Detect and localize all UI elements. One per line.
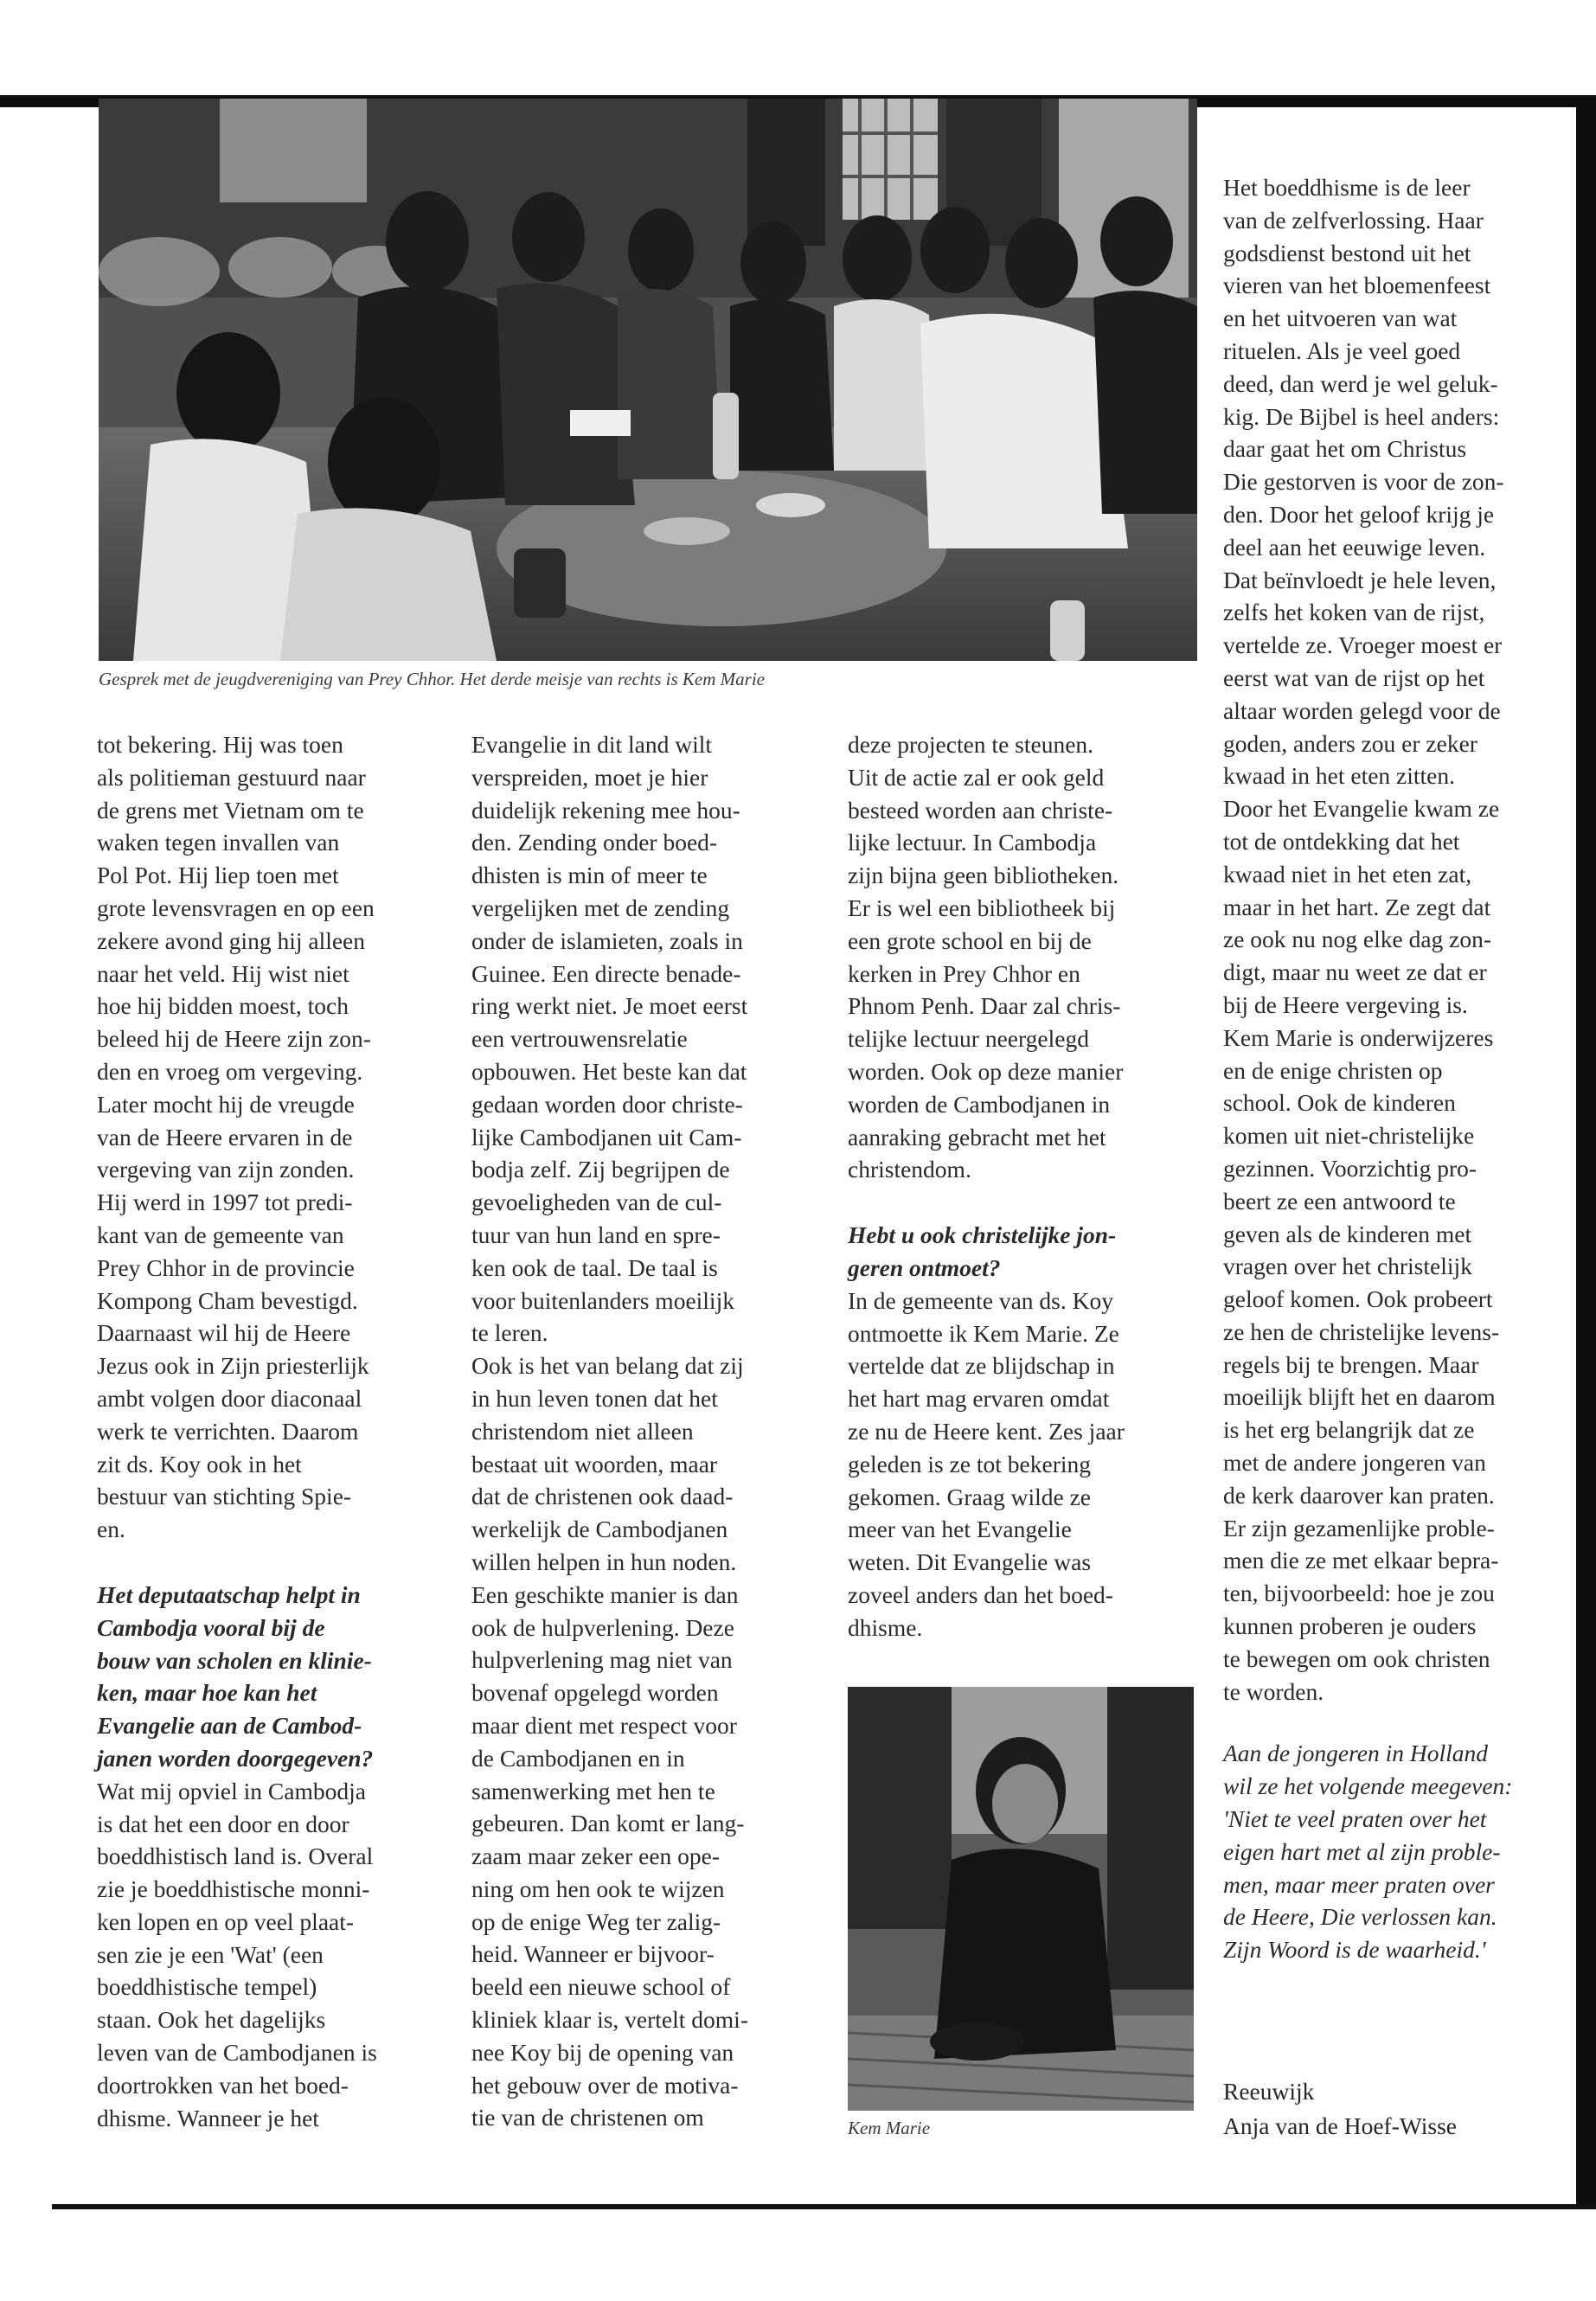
text-line: boeddhistisch land is. Overal — [97, 1843, 374, 1870]
col1-text — [97, 728, 443, 1546]
text-line: Guinee. Een directe benade- — [471, 959, 741, 987]
signature-place: Reeuwijk — [1223, 2078, 1315, 2105]
text-line: op de enige Weg ter zalig- — [471, 1907, 721, 1935]
main-photo-caption: Gesprek met de jeugdvereniging van Prey Chhor. Het derde meisje van rechts is Kem Marie — [99, 669, 765, 689]
text-line: verspreiden, moet je hier — [471, 763, 708, 791]
text-line: zelfs het koken van de rijst, — [1223, 599, 1485, 626]
text-line: hulpverlening mag niet van — [471, 1646, 733, 1674]
text-line: grote levensvragen en op een — [97, 894, 375, 921]
text-line: daar gaat het om Christus — [1223, 435, 1467, 463]
text-line: geleden is ze tot bekering — [848, 1450, 1092, 1477]
text-line: Uit de actie zal er ook geld — [848, 763, 1105, 791]
text-line: maar dient met respect voor — [471, 1711, 737, 1739]
text-line: kerken in Prey Chhor en — [848, 959, 1080, 987]
quote-line: men, maar meer praten over — [1223, 1870, 1495, 1898]
text-line: Later mocht hij de vreugde — [97, 1090, 355, 1118]
text-line: bestaat uit woorden, maar — [471, 1450, 718, 1477]
text-line: zekere avond ging hij alleen — [97, 926, 366, 954]
text-line: beert ze een antwoord te — [1223, 1187, 1456, 1215]
text-line: samenwerking met hen te — [471, 1777, 715, 1804]
text-line: meer van het Evangelie — [848, 1516, 1072, 1543]
text-line: telijke lectuur neergelegd — [848, 1025, 1089, 1053]
text-line: weten. Dit Evangelie was — [848, 1548, 1092, 1576]
text-line: heid. Wanneer er bijvoor- — [471, 1940, 715, 1968]
text-line: lijke Cambodjanen uit Cam- — [471, 1123, 742, 1150]
text-line: Een geschikte manier is dan — [471, 1580, 739, 1608]
youth-group-photo — [99, 99, 1197, 661]
quote-line: Zijn Woord is de waarheid.' — [1223, 1936, 1486, 1964]
text-line: den. Zending onder boed- — [471, 829, 718, 856]
column-2 — [471, 728, 817, 2134]
quote-line: 'Niet te veel praten over het — [1223, 1805, 1487, 1833]
text-line: kliniek klaar is, vertelt domi- — [471, 2006, 748, 2034]
text-line: hoe hij bidden moest, toch — [97, 992, 349, 1020]
signature — [1223, 2074, 1457, 2144]
text-line: worden de Cambodjanen in — [848, 1090, 1111, 1118]
text-line: deed, dan werd je wel geluk- — [1223, 369, 1498, 397]
question-line: Het deputaatschap helpt in — [97, 1580, 361, 1608]
text-line: Er zijn gezamenlijke proble- — [1223, 1514, 1495, 1541]
text-line: digt, maar nu weet ze dat er — [1223, 958, 1487, 986]
question-line: ken, maar hoe kan het — [97, 1679, 317, 1707]
text-line: bestuur van stichting Spie- — [97, 1483, 352, 1510]
text-line: Phnom Penh. Daar zal chris- — [848, 992, 1121, 1020]
text-line: kig. De Bijbel is heel anders: — [1223, 402, 1500, 430]
question-line: Evangelie aan de Cambod- — [97, 1712, 362, 1740]
text-line: Prey Chhor in de provincie — [97, 1253, 355, 1281]
text-line: beeld een nieuwe school of — [471, 1973, 731, 2001]
text-line: een grote school en bij de — [848, 926, 1092, 954]
text-line: voor buitenlanders moeilijk — [471, 1286, 734, 1314]
column-4 — [1223, 171, 1569, 1966]
text-line: den en vroeg om vergeving. — [97, 1057, 363, 1085]
text-line: boeddhistische tempel) — [97, 1973, 317, 2001]
text-line: Jezus ook in Zijn priesterlijk — [97, 1352, 369, 1380]
text-line: geven als de kinderen met — [1223, 1220, 1472, 1247]
text-line: gekomen. Graag wilde ze — [848, 1483, 1091, 1510]
text-line: werkelijk de Cambodjanen — [471, 1516, 728, 1543]
text-line: Ook is het van belang dat zij — [471, 1352, 744, 1380]
question-line: Cambodja vooral bij de — [97, 1613, 325, 1641]
text-line: duidelijk rekening mee hou- — [471, 796, 740, 824]
text-line: vertelde dat ze blijdschap in — [848, 1352, 1115, 1380]
text-line: besteed worden aan christe- — [848, 796, 1113, 824]
text-line: goden, anders zou er zeker — [1223, 729, 1477, 757]
kem-marie-caption: Kem Marie — [848, 2118, 931, 2138]
text-line: ning om hen ook te wijzen — [471, 1875, 725, 1902]
text-line: ontmoette ik Kem Marie. Ze — [848, 1319, 1119, 1347]
text-line: ook de hulpverlening. Deze — [471, 1613, 734, 1641]
text-line: den. Door het geloof krijg je — [1223, 500, 1495, 528]
text-line: de Cambodjanen en in — [471, 1744, 685, 1772]
text-line: zoveel anders dan het boed- — [848, 1580, 1113, 1608]
text-line: dhisme. — [848, 1613, 923, 1641]
text-line: Evangelie in dit land wilt — [471, 731, 712, 758]
text-line: Kem Marie is onderwijzeres — [1223, 1023, 1494, 1051]
text-line: kwaad in het eten zitten. — [1223, 762, 1456, 790]
kem-marie-photo — [848, 1687, 1194, 2111]
text-line: vergeving van zijn zonden. — [97, 1156, 355, 1183]
interview-question-1 — [97, 1579, 443, 1775]
text-line: vertelde ze. Vroeger moest er — [1223, 631, 1503, 659]
quote-line: de Heere, Die verlossen kan. — [1223, 1903, 1497, 1931]
text-line: maar in het hart. Ze zegt dat — [1223, 893, 1491, 920]
text-line: gezinnen. Voorzichtig pro- — [1223, 1154, 1477, 1182]
text-line: christendom. — [848, 1156, 971, 1183]
text-line: zie je boeddhistische monni- — [97, 1875, 370, 1903]
question-line: Hebt u ook christelijke jon- — [848, 1221, 1117, 1249]
text-line: Door het Evangelie kwam ze — [1223, 795, 1500, 823]
text-line: in hun leven tonen dat het — [471, 1384, 718, 1412]
text-line: tot bekering. Hij was toen — [97, 731, 343, 758]
text-line: Dat beïnvloedt je hele leven, — [1223, 566, 1497, 593]
text-line: is dat het een door en door — [97, 1810, 349, 1837]
text-line: waken tegen invallen van — [97, 829, 340, 856]
text-line: kwaad niet in het eten zat, — [1223, 860, 1472, 888]
text-line: het gebouw over de motiva- — [471, 2071, 739, 2099]
text-line: vragen over het christelijk — [1223, 1253, 1472, 1280]
text-line: ten, bijvoorbeeld: hoe je zou — [1223, 1580, 1495, 1607]
text-line: moeilijk blijft het en daarom — [1223, 1383, 1496, 1411]
text-line: godsdienst bestond uit het — [1223, 239, 1471, 266]
text-line: zijn bijna geen bibliotheken. — [848, 862, 1119, 889]
text-line: werk te verrichten. Daarom — [97, 1417, 359, 1445]
text-line: een vertrouwensrelatie — [471, 1025, 688, 1053]
text-line: eerst wat van de rijst op het — [1223, 663, 1485, 691]
text-line: het hart mag ervaren omdat — [848, 1385, 1110, 1413]
text-line: ambt volgen door diaconaal — [97, 1384, 362, 1412]
interview-question-2 — [848, 1219, 1202, 1285]
text-line: te worden. — [1223, 1677, 1324, 1705]
text-line: lijke lectuur. In Cambodja — [848, 829, 1097, 856]
text-line: beleed hij de Heere zijn zon- — [97, 1025, 371, 1053]
text-line: naar het veld. Hij wist niet — [97, 959, 349, 987]
text-line: ze ook nu nog elke dag zon- — [1223, 926, 1492, 953]
text-line: leven van de Cambodjanen is — [97, 2039, 377, 2067]
text-line: kant van de gemeente van — [97, 1221, 344, 1248]
text-line: zit ds. Koy ook in het — [97, 1450, 302, 1477]
paragraph-gap — [848, 1186, 1202, 1219]
text-line: geloof komen. Ook probeert — [1223, 1285, 1493, 1313]
text-line: men die ze met elkaar bepra- — [1223, 1547, 1499, 1574]
question-line: bouw van scholen en klinie- — [97, 1646, 372, 1674]
text-line: regels bij te brengen. Maar — [1223, 1350, 1479, 1378]
text-line: Kompong Cham bevestigd. — [97, 1286, 358, 1314]
text-line: ze nu de Heere kent. Zes jaar — [848, 1417, 1125, 1445]
quote-line: Aan de jongeren in Holland — [1223, 1740, 1489, 1767]
text-line: gedaan worden door christe- — [471, 1090, 743, 1118]
quote-line: wil ze het volgende meegeven: — [1223, 1772, 1513, 1800]
text-line: gevoeligheden van de cul- — [471, 1189, 722, 1216]
text-line: ken lopen en op veel plaat- — [97, 1907, 355, 1935]
text-line: ring werkt niet. Je moet eerst — [471, 992, 748, 1020]
text-line: tot de ontdekking dat het — [1223, 827, 1460, 855]
text-line: aanraking gebracht met het — [848, 1123, 1106, 1150]
text-line: te leren. — [471, 1319, 548, 1347]
text-line: rituelen. Als je veel goed — [1223, 336, 1461, 364]
text-line: en. — [97, 1516, 125, 1543]
scan-border-right — [1576, 95, 1596, 2206]
text-line: opbouwen. Het beste kan dat — [471, 1057, 747, 1085]
text-line: kunnen proberen je ouders — [1223, 1612, 1477, 1640]
text-line: als politieman gestuurd naar — [97, 763, 366, 791]
text-line: nee Koy bij de opening van — [471, 2038, 734, 2066]
text-line: dhisten is min of meer te — [471, 862, 708, 889]
text-line: bodja zelf. Zij begrijpen de — [471, 1156, 730, 1183]
text-line: sen zie je een 'Wat' (een — [97, 1940, 324, 1968]
text-line: Pol Pot. Hij liep toen met — [97, 862, 339, 889]
text-line: christendom niet alleen — [471, 1417, 694, 1445]
text-line: dat de christenen ook daad- — [471, 1483, 734, 1510]
text-line: komen uit niet-christelijke — [1223, 1122, 1475, 1150]
text-line: bij de Heere vergeving is. — [1223, 990, 1468, 1018]
text-line: staan. Ook het dagelijks — [97, 2006, 326, 2034]
scan-border-bottom — [52, 2204, 1596, 2209]
signature-author: Anja van de Hoef-Wisse — [1223, 2112, 1457, 2139]
text-line: deel aan het eeuwige leven. — [1223, 533, 1486, 561]
text-line: de grens met Vietnam om te — [97, 796, 364, 824]
column-3 — [848, 728, 1202, 1644]
text-line: zaam maar zeker een ope- — [471, 1843, 721, 1870]
col1-answer — [97, 1775, 443, 2135]
text-line: te bewegen om ook christen — [1223, 1644, 1490, 1672]
text-line: van de zelfverlossing. Haar — [1223, 206, 1484, 234]
column-1 — [97, 728, 443, 2134]
text-line: school. Ook de kinderen — [1223, 1089, 1456, 1117]
text-line: Daarnaast wil hij de Heere — [97, 1319, 351, 1347]
closing-quote — [1223, 1737, 1569, 1966]
text-line: deze projecten te steunen. — [848, 731, 1094, 758]
text-line: van de Heere ervaren in de — [97, 1123, 353, 1150]
quote-line: eigen hart met al zijn proble- — [1223, 1837, 1501, 1865]
text-line: In de gemeente van ds. Koy — [848, 1286, 1113, 1314]
text-line: onder de islamieten, zoals in — [471, 926, 743, 954]
text-line: is het erg belangrijk dat ze — [1223, 1416, 1475, 1444]
text-line: Er is wel een bibliotheek bij — [848, 894, 1116, 921]
text-line: Hij werd in 1997 tot predi- — [97, 1189, 353, 1216]
text-line: willen helpen in hun noden. — [471, 1548, 737, 1575]
text-line: en de enige christen op — [1223, 1056, 1443, 1084]
text-line: Die gestorven is voor de zon- — [1223, 468, 1504, 496]
text-line: de kerk daarover kan praten. — [1223, 1481, 1495, 1509]
text-line: ze hen de christelijke levens- — [1223, 1317, 1500, 1345]
text-line: vergelijken met de zending — [471, 894, 730, 921]
text-line: dhisme. Wanneer je het — [97, 2104, 319, 2131]
text-line: ken ook de taal. De taal is — [471, 1253, 718, 1281]
text-line: gebeuren. Dan komt er lang- — [471, 1810, 745, 1837]
paragraph-gap — [1223, 1708, 1569, 1737]
text-line: altaar worden gelegd voor de — [1223, 696, 1501, 724]
question-line: geren ontmoet? — [848, 1253, 1001, 1281]
text-line: vieren van het bloemenfeest — [1223, 272, 1491, 299]
text-line: Het boeddhisme is de leer — [1223, 174, 1471, 201]
text-line: met de andere jongeren van — [1223, 1449, 1486, 1477]
paragraph-gap — [97, 1546, 443, 1579]
text-line: doortrokken van het boed- — [97, 2071, 349, 2099]
text-line: en het uitvoeren van wat — [1223, 304, 1458, 332]
text-line: Wat mij opviel in Cambodja — [97, 1777, 366, 1804]
text-line: worden. Ook op deze manier — [848, 1057, 1124, 1085]
question-line: janen worden doorgegeven? — [97, 1744, 374, 1772]
text-line: tuur van hun land en spre- — [471, 1221, 721, 1248]
text-line: tie van de christenen om — [471, 2104, 704, 2131]
text-line: bovenaf opgelegd worden — [471, 1679, 719, 1707]
